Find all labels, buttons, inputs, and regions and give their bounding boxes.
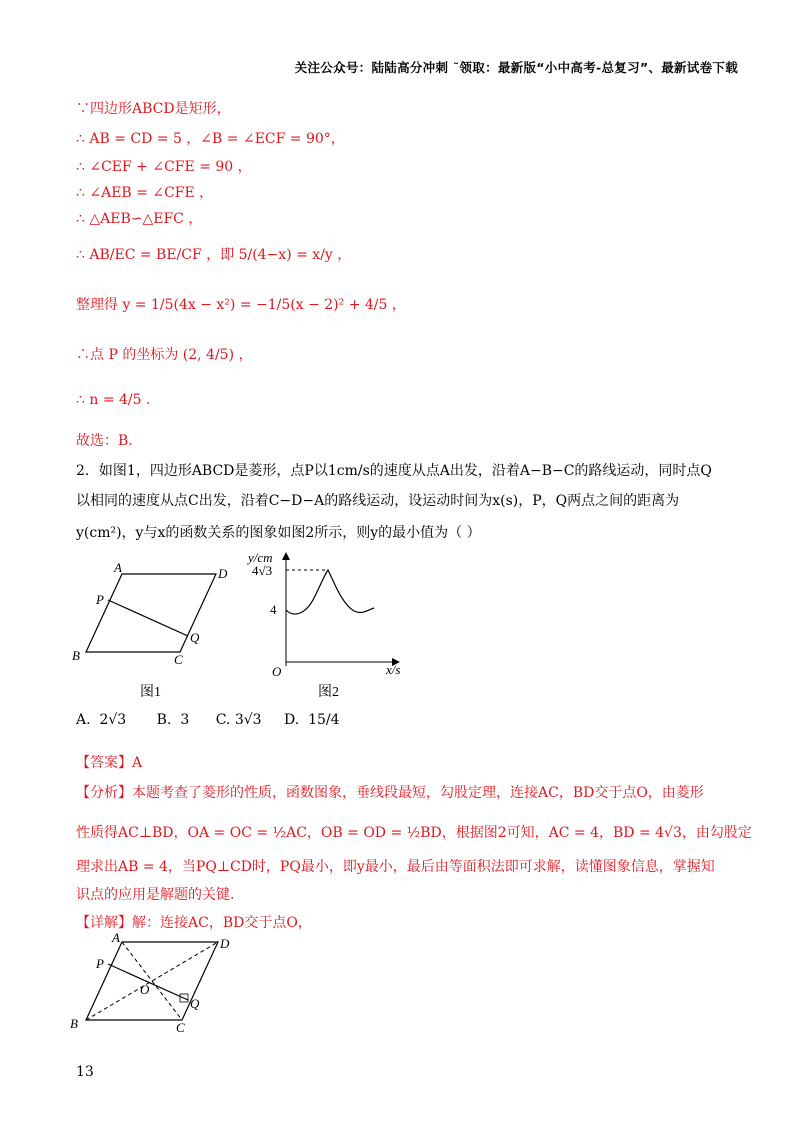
solution-line-7: 整理得 y = 1/5(4x − x²) = −1/5(x − 2)² + 4/5 ， [76,297,406,313]
figure-1-caption: 图1 [140,685,161,700]
label-a: A [114,560,122,575]
solution-line-6: ∴ AB/EC = BE/CF ，即 5/(4−x) = x/y ， [76,247,352,263]
fig3-label-b: B [70,1016,78,1031]
fig3-label-o: O [140,982,150,997]
option-b: B. 3 [156,712,190,728]
solution-line-5: ∴ △AEB∽△EFC ， [76,211,203,227]
label-c: C [174,652,183,667]
y-axis-label: y/cm [248,550,273,565]
figure-1-rhombus [66,560,241,705]
analysis-line-4: 识点的应用是解题的关键. [76,887,235,903]
option-d: D. 15/4 [284,712,340,728]
origin-label: O [272,664,282,679]
function-curve [286,570,374,614]
label-d: D [218,566,228,581]
label-q: Q [190,630,200,645]
solution-line-4: ∴ ∠AEB = ∠CFE ， [76,185,214,201]
figure-2-caption: 图2 [318,685,339,700]
fig3-label-d: D [220,936,230,951]
analysis-line-2: 性质得AC⊥BD，OA = OC = ½AC，OB = OD = ½BD，根据图2可知，AC = 4，BD = 4√3，由勾股定 [76,825,752,841]
answer-line: 【答案】A [76,755,143,771]
y-axis-arrow-icon [282,552,290,560]
label-p: P [96,592,104,607]
fig3-label-a: A [112,930,120,945]
answer-options [76,712,340,728]
tick-top-label: 4√3 [252,563,273,578]
page-header: 关注公众号：陆陆高分冲刺 ˜领取：最新版“小中高考-总复习”、最新试卷下载 [294,60,738,75]
question-line-2: 以相同的速度从点C出发，沿着C−D−A的路线运动，设运动时间为x(s)，P，Q两点之间的距离为 [76,493,680,509]
solution-line-3: ∴ ∠CEF + ∠CFE = 90 ， [76,159,252,175]
detail-line: 【详解】解：连接AC，BD交于点O， [76,915,312,931]
fig3-label-p: P [96,956,104,971]
tick-mid-label: 4 [270,602,277,617]
fig3-label-c: C [176,1020,185,1035]
solution-line-2: ∴ AB = CD = 5 ，∠B = ∠ECF = 90°， [76,131,345,147]
option-a: A. 2√3 [76,712,127,728]
page-number: 13 [76,1064,94,1080]
solution-line-8: ∴点 P 的坐标为 (2, 4/5) ， [76,347,253,363]
solution-line-1: ∵四边形ABCD是矩形， [76,101,231,117]
figure-3-rhombus-diagonals [62,928,242,1038]
solution-line-9: ∴ n = 4/5 . [76,392,151,408]
question-line-3: y(cm²)，y与x的函数关系的图象如图2所示，则y的最小值为（ ） [76,525,481,541]
option-c: C. 3√3 [215,712,262,728]
label-b: B [72,648,80,663]
figure-2-graph [246,548,416,708]
solution-line-10: 故选：B. [76,433,133,449]
fig3-label-q: Q [190,996,200,1011]
x-axis-label: x/s [386,662,401,677]
question-line-1: 2．如图1，四边形ABCD是菱形，点P以1cm/s的速度从点A出发，沿着A−B−C的路线运动，同时点Q [76,463,712,479]
diagonal-ac [122,942,182,1020]
analysis-line-3: 理求出AB = 4，当PQ⊥CD时，PQ最小，即y最小，最后由等面积法即可求解，读懂图象信息，掌握知 [76,859,715,875]
segment-pq [108,600,188,636]
analysis-line-1: 【分析】本题考查了菱形的性质，函数图象，垂线段最短，勾股定理，连接AC，BD交于点O，由菱形 [76,785,704,801]
